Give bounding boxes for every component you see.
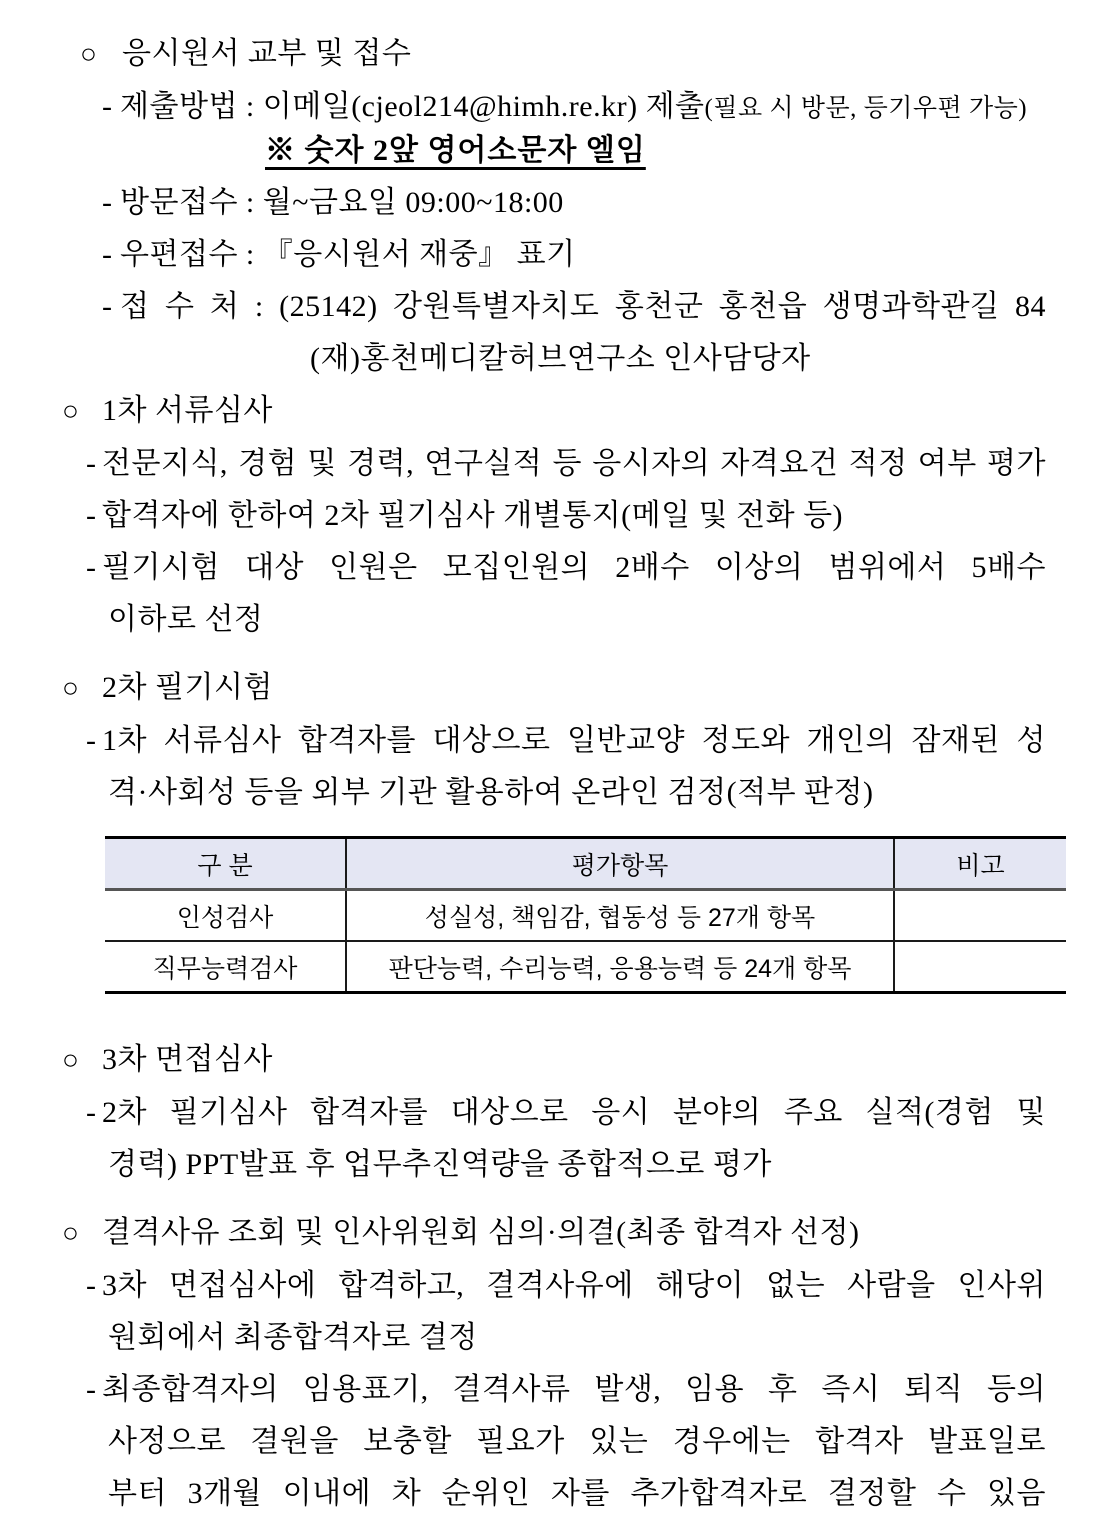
line-text: 경력) PPT발표 후 업무추진역량을 종합적으로 평가 bbox=[108, 1148, 772, 1181]
line-text: 우편접수 : 『응시원서 재중』 표기 bbox=[120, 238, 576, 271]
dash-bullet-icon: - bbox=[102, 238, 112, 271]
section-heading bbox=[0, 28, 1110, 81]
dash-bullet-icon: - bbox=[86, 551, 96, 584]
bullet-line bbox=[0, 490, 1110, 542]
dash-bullet-icon: - bbox=[86, 447, 96, 480]
dash-bullet-icon: - bbox=[86, 724, 96, 757]
dash-bullet-icon: - bbox=[86, 1269, 96, 1302]
continuation-line bbox=[0, 594, 1110, 646]
continuation-line bbox=[0, 1416, 1110, 1468]
dash-bullet-icon: - bbox=[86, 1373, 96, 1406]
line-text: 합격자에 한하여 2차 필기심사 개별통지(메일 및 전화 등) bbox=[102, 499, 844, 532]
section-title: 응시원서 교부 및 접수 bbox=[122, 37, 412, 70]
bullet-line bbox=[0, 1260, 1110, 1312]
continuation-line bbox=[0, 1139, 1110, 1191]
table-header-cell: 평가항목 bbox=[346, 838, 894, 890]
line-text: 격·사회성 등을 외부 기관 활용하여 온라인 검정(적부 판정) bbox=[108, 776, 874, 809]
bullet-line bbox=[0, 542, 1110, 594]
table-cell bbox=[894, 941, 1066, 993]
line-text: 2차 필기심사 합격자를 대상으로 응시 분야의 주요 실적(경험 및 bbox=[102, 1096, 1046, 1129]
dash-bullet-icon: - bbox=[102, 186, 112, 219]
line-text: 접 수 처 : (25142) 강원특별자치도 홍천군 홍천읍 생명과학관길 84 bbox=[120, 290, 1046, 323]
continuation-line bbox=[0, 333, 1110, 385]
bullet-line bbox=[0, 1364, 1110, 1416]
continuation-line bbox=[0, 1468, 1110, 1520]
note-text: ※ 숫자 2앞 영어소문자 엘임 bbox=[265, 134, 646, 167]
dash-bullet-icon: - bbox=[102, 290, 112, 323]
dash-bullet-icon: - bbox=[102, 90, 112, 123]
circle-bullet-icon: ○ bbox=[62, 396, 79, 427]
line-text: 필기시험 대상 인원은 모집인원의 2배수 이상의 범위에서 5배수 bbox=[102, 551, 1046, 584]
circle-bullet-icon: ○ bbox=[62, 1218, 79, 1249]
bullet-line bbox=[0, 715, 1110, 767]
line-text-small: (필요 시 방문, 등기우편 가능) bbox=[704, 95, 1028, 122]
dash-bullet-icon: - bbox=[86, 499, 96, 532]
table-header-row bbox=[105, 838, 1066, 890]
line-text: 사정으로 결원을 보충할 필요가 있는 경우에는 합격자 발표일로 bbox=[108, 1425, 1046, 1458]
section-title: 3차 면접심사 bbox=[102, 1043, 273, 1076]
section-heading bbox=[0, 385, 1110, 438]
line-text: 방문접수 : 월~금요일 09:00~18:00 bbox=[120, 186, 564, 219]
circle-bullet-icon: ○ bbox=[62, 673, 79, 704]
table-cell: 성실성, 책임감, 협동성 등 27개 항목 bbox=[346, 890, 894, 942]
continuation-line bbox=[0, 1312, 1110, 1364]
table-cell bbox=[894, 890, 1066, 942]
table-header-cell: 비고 bbox=[894, 838, 1066, 890]
line-text: 1차 서류심사 합격자를 대상으로 일반교양 정도와 개인의 잠재된 성 bbox=[102, 724, 1046, 757]
dash-bullet-icon: - bbox=[86, 1096, 96, 1129]
circle-bullet-icon: ○ bbox=[62, 1045, 79, 1076]
circle-bullet-icon: ○ bbox=[80, 39, 97, 70]
bullet-line bbox=[0, 281, 1110, 333]
line-text: 부터 3개월 이내에 차 순위인 자를 추가합격자로 결정할 수 있음 bbox=[108, 1477, 1046, 1510]
section-heading bbox=[0, 1207, 1110, 1260]
section-title: 2차 필기시험 bbox=[102, 671, 273, 704]
table-cell: 인성검사 bbox=[105, 890, 346, 942]
section-heading bbox=[0, 1034, 1110, 1087]
continuation-line bbox=[0, 767, 1110, 819]
evaluation-table bbox=[105, 836, 1066, 994]
section-heading bbox=[0, 662, 1110, 715]
section-title: 결격사유 조회 및 인사위원회 심의·의결(최종 합격자 선정) bbox=[102, 1216, 860, 1249]
table-row bbox=[105, 890, 1066, 942]
table-cell: 판단능력, 수리능력, 응용능력 등 24개 항목 bbox=[346, 941, 894, 993]
line-text-main: 제출방법 : 이메일(cjeol214@himh.re.kr) 제출 bbox=[120, 90, 705, 123]
line-text: 원회에서 최종합격자로 결정 bbox=[108, 1321, 478, 1354]
table-header-cell: 구 분 bbox=[105, 838, 346, 890]
table-cell: 직무능력검사 bbox=[152, 954, 298, 983]
line-text: 전문지식, 경험 및 경력, 연구실적 등 응시자의 자격요건 적정 여부 평가 bbox=[102, 447, 1046, 480]
line-text: 3차 면접심사에 합격하고, 결격사유에 해당이 없는 사람을 인사위 bbox=[102, 1269, 1046, 1302]
bullet-line bbox=[0, 229, 1110, 281]
bullet-line bbox=[0, 438, 1110, 490]
table-row bbox=[105, 941, 1066, 993]
line-text: 최종합격자의 임용표기, 결격사류 발생, 임용 후 즉시 퇴직 등의 bbox=[102, 1373, 1046, 1406]
section-title: 1차 서류심사 bbox=[102, 394, 273, 427]
bullet-line bbox=[0, 177, 1110, 229]
line-text: (재)홍천메디칼허브연구소 인사담당자 bbox=[310, 342, 811, 375]
line-text: 이하로 선정 bbox=[108, 603, 264, 636]
bullet-line bbox=[0, 1087, 1110, 1139]
